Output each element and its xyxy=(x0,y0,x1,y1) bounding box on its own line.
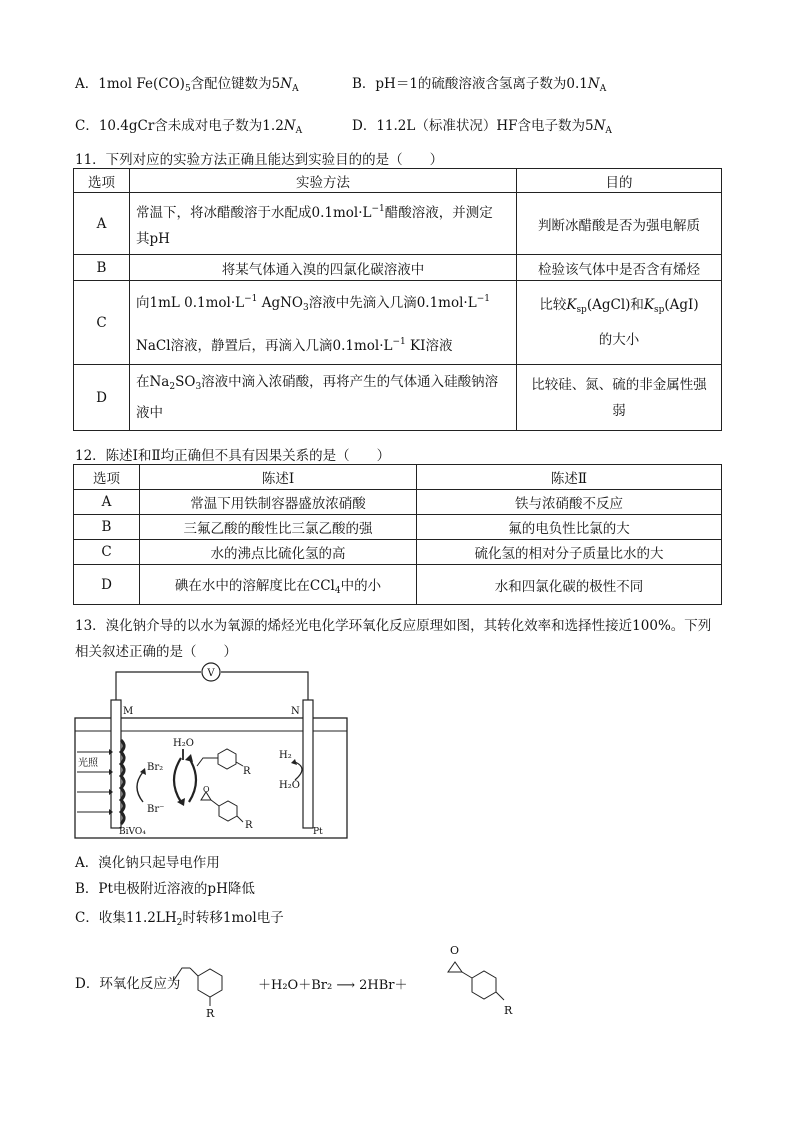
bond-epoxide xyxy=(211,800,219,806)
q12-row-a xyxy=(74,490,722,515)
pt-label: Pt xyxy=(313,827,323,837)
q11-row-c-option: C xyxy=(74,281,130,365)
product-bond xyxy=(462,972,472,978)
r-bottom-label: R xyxy=(245,820,253,831)
q10-option-d-text: D．11.2L（标准状况）HF含电子数为$5N_A$ xyxy=(352,118,612,136)
q12-row-a-s2: 铁与浓硝酸不反应 xyxy=(417,490,722,515)
voltmeter-label: V xyxy=(207,668,215,679)
q10-option-c-text: C．10.4gCr含未成对电子数为$1.2N_A$ xyxy=(75,118,303,136)
product-o-label: O xyxy=(450,944,460,957)
alkene-arrow-head xyxy=(185,754,193,762)
h2-evolution-arrow xyxy=(295,762,302,780)
h2o-right-label: H₂O xyxy=(279,780,300,791)
q10-option-c xyxy=(75,114,302,136)
q12-row-b-s1: 三氟乙酸的酸性比三氯乙酸的强 xyxy=(140,515,417,540)
product-epoxide-ring xyxy=(448,962,462,972)
q11-header-goal: 目的 xyxy=(517,169,722,193)
q12-row-c-s2: 硫化氢的相对分子质量比水的大 xyxy=(417,540,722,565)
q13-stem-line1: 13．溴化钠介导的以水为氧源的烯烃光电化学环氧化反应原理如图，其转化效率和选择性接近100%。下列 xyxy=(75,618,712,634)
q13-option-a: A．溴化钠只起导电作用 xyxy=(75,855,220,871)
q13-option-d-prefix: D．环氧化反应为 xyxy=(75,976,181,992)
q11-row-a xyxy=(74,193,722,255)
wire-left xyxy=(116,672,201,700)
q12-row-b-s2: 氟的电负性比氯的大 xyxy=(417,515,722,540)
benzene-ring-top xyxy=(218,749,236,769)
q12-row-a-s1: 常温下用铁制容器盛放浓硝酸 xyxy=(140,490,417,515)
q12-table xyxy=(73,464,722,605)
reactant-vinyl xyxy=(174,968,190,980)
q12-row-b-option: B xyxy=(74,515,140,540)
br-oxidation-arrow xyxy=(137,772,143,802)
q13-option-b: B．Pt电极附近溶液的pH降低 xyxy=(75,881,255,897)
q11-row-b xyxy=(74,255,722,281)
q12-row-d-s1: 碘在水中的溶解度比在CCl$_4$中的小 xyxy=(140,565,417,605)
product-benzene-ring xyxy=(472,971,496,999)
q10-option-d xyxy=(352,114,612,136)
q11-stem: 11．下列对应的实验方法正确且能达到实验目的的是（ ） xyxy=(75,152,444,168)
wire-right xyxy=(221,672,308,700)
bond-r-bottom xyxy=(237,816,243,822)
vinyl-group xyxy=(197,758,211,766)
bivo4-label: BiVO₄ xyxy=(119,827,146,837)
q11-row-b-goal: 检验该气体中是否含有烯烃 xyxy=(517,255,722,281)
benzene-ring-bottom xyxy=(219,801,237,821)
q11-row-c xyxy=(74,281,722,365)
q12-header-s2: 陈述Ⅱ xyxy=(417,465,722,490)
q11-row-c-goal: 比较$K_{sp}(AgCl)$和$K_{sp}(AgI)$ 的大小 xyxy=(517,281,722,365)
q12-header-s1: 陈述Ⅰ xyxy=(140,465,417,490)
q11-row-a-method: 常温下，将冰醋酸溶于水配成$0.1mol\cdot L^{-1}$醋酸溶液，并测定 其pH xyxy=(130,193,517,255)
h2o-label: H₂O xyxy=(173,738,194,749)
light-label: 光照 xyxy=(78,758,98,769)
q12-header-row xyxy=(74,465,722,490)
product-r-label: R xyxy=(504,1004,513,1017)
br2-label: Br₂ xyxy=(147,762,164,773)
q10-option-b-text: B．pH＝1的硫酸溶液含氢离子数为$0.1N_A$ xyxy=(352,76,607,94)
q11-row-b-option: B xyxy=(74,255,130,281)
q12-row-c-s1: 水的沸点比硫化氢的高 xyxy=(140,540,417,565)
q11-row-d-option: D xyxy=(74,365,130,431)
q11-row-d-goal: 比较硅、氮、硫的非金属性强 弱 xyxy=(517,365,722,431)
q10-option-b xyxy=(352,72,606,94)
q11-row-d xyxy=(74,365,722,431)
q12-row-c-option: C xyxy=(74,540,140,565)
reactant-bond xyxy=(190,968,198,976)
equation-middle: ＋H₂O＋Br₂ ⟶ 2HBr＋ xyxy=(258,978,408,993)
q12-row-d-s2: 水和四氯化碳的极性不同 xyxy=(417,565,722,605)
q11-header-row xyxy=(74,169,722,193)
br-minus-label: Br⁻ xyxy=(147,804,165,815)
q10-option-a-text: A．1mol $Fe(CO)_5$含配位键数为$5N_A$ xyxy=(75,76,299,94)
q11-row-c-method: 向1mL $0.1mol\cdot L^{-1}$ AgNO$_3$溶液中先滴入几滴$0.1mol\cdot L^{-1}$ NaCl溶液，静置后，再滴入几滴$0.1mol\cdot L^{-1}$ KI溶液 xyxy=(130,281,517,365)
q11-row-b-method: 将某气体通入溴的四氯化碳溶液中 xyxy=(130,255,517,281)
electrode-n-label: N xyxy=(291,706,300,717)
q11-header-option: 选项 xyxy=(74,169,130,193)
q11-header-method: 实验方法 xyxy=(130,169,517,193)
q13-stem-line2: 相关叙述正确的是（ ） xyxy=(75,644,237,660)
q10-option-a xyxy=(75,72,299,94)
q12-header-option: 选项 xyxy=(74,465,140,490)
product-bond-r xyxy=(496,992,504,1000)
q12-stem: 12．陈述Ⅰ和Ⅱ均正确但不具有因果关系的是（ ） xyxy=(75,448,391,464)
reactant-benzene-ring xyxy=(198,969,222,997)
reactant-r-label: R xyxy=(206,1007,215,1020)
electrode-n xyxy=(303,700,313,828)
q12-row-d xyxy=(74,565,722,605)
q11-row-a-option: A xyxy=(74,193,130,255)
q12-row-a-option: A xyxy=(74,490,140,515)
bond-r-top xyxy=(236,762,243,766)
q13-option-c: C．收集$11.2LH_2$时转移1mol电子 xyxy=(75,910,284,928)
h2-label: H₂ xyxy=(279,750,292,761)
q11-table xyxy=(73,168,722,431)
q11-row-d-method: 在$Na_2SO_3$溶液中滴入浓硝酸，再将产生的气体通入硅酸钠溶 液中 xyxy=(130,365,517,431)
electrode-m-label: M xyxy=(123,706,134,717)
epoxide-o: O xyxy=(203,785,210,794)
q13-option-d-equation xyxy=(170,940,540,1020)
r-top-label: R xyxy=(243,766,251,777)
q12-row-c xyxy=(74,540,722,565)
photoelectrochemical-cell-diagram xyxy=(73,662,353,842)
br2-consume-arrow xyxy=(174,758,181,802)
q12-row-b xyxy=(74,515,722,540)
q12-row-d-option: D xyxy=(74,565,140,605)
alkene-arrow xyxy=(189,758,196,802)
q11-row-a-goal: 判断冰醋酸是否为强电解质 xyxy=(517,193,722,255)
